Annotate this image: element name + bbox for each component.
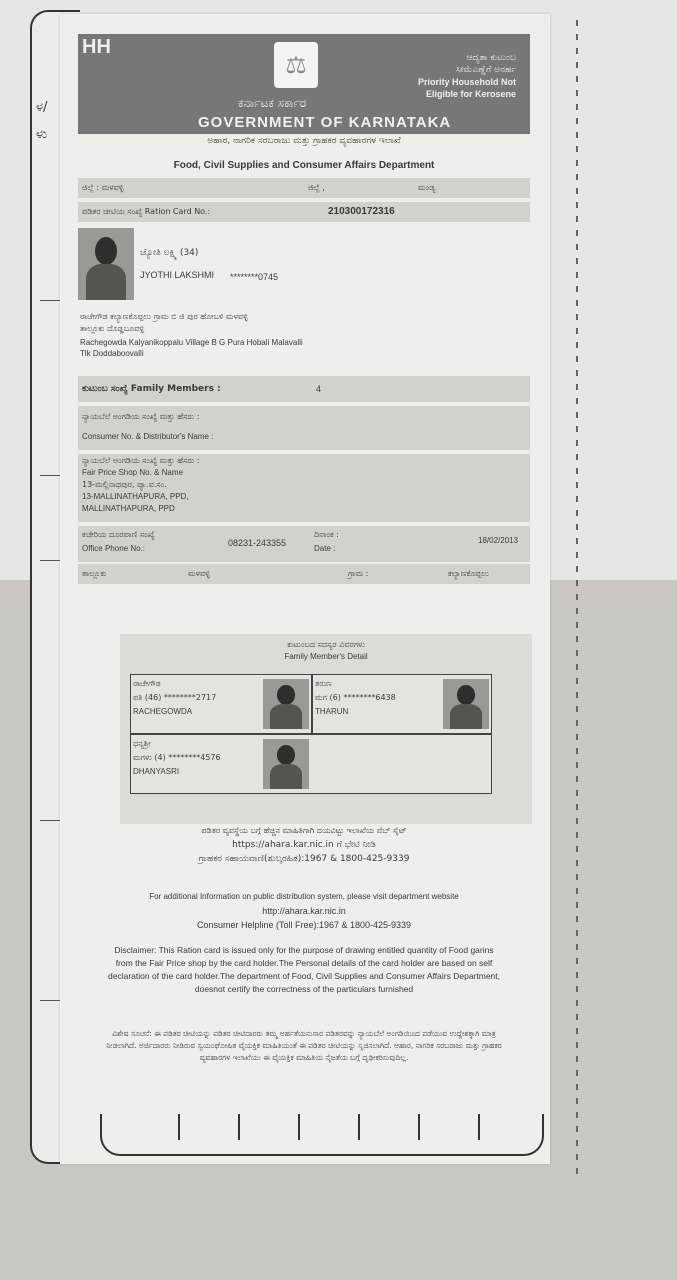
perforation-line: [576, 20, 578, 1180]
ration-card-number: 210300172316: [328, 206, 395, 217]
family-detail-panel: [120, 634, 532, 824]
info-kannada-2: https://ahara.kar.nic.in ಗೆ ಭೇಟಿ ನೀಡಿ: [232, 840, 376, 850]
family-member-card: [312, 674, 492, 734]
family-detail-title: Family Member's Detail: [284, 652, 368, 661]
info-english-2: http://ahara.kar.nic.in: [262, 906, 346, 916]
address-kannada-1: ರಾಚೇಗೌಡ ಕಲ್ಯಾಣಕೊಪ್ಪಲು ಗ್ರಾಮ ಬಿ ಜಿ ಪುರ ಹೋಬಳಿ ಮಳವಳ್ಳಿ: [80, 312, 248, 321]
phone-date-row: [78, 526, 530, 562]
taluk-label: ಜಿಲ್ಲೆ ,: [308, 183, 325, 192]
member-name: RACHEGOWDA: [133, 707, 193, 716]
member-name: DHANYASRI: [133, 767, 180, 776]
consumer-row: [78, 406, 530, 450]
member-info: ಪತಿ (46) ********2717: [133, 693, 217, 702]
taluk-value: ಮಳವಳ್ಳಿ: [188, 569, 210, 578]
consumer-label-kannada: ನ್ಯಾಯಬೆಲೆ ಅಂಗಡಿಯ ಸಂಖ್ಯೆ ಮತ್ತು ಹೆಸರು :: [82, 412, 200, 421]
district-label: ಜಿಲ್ಲೆ : ಮಳವಳ್ಳಿ: [82, 183, 124, 192]
member-name-kannada: ಧನ್ಯಶ್ರೀ: [133, 739, 151, 748]
shop-line-2: 13-MALLINATHAPURA, PPD,: [82, 492, 189, 501]
member-info: ಮಗಳು (4) ********4576: [133, 753, 221, 762]
member-name: THARUN: [315, 707, 349, 716]
shop-row: [78, 454, 530, 522]
head-name-kannada: ಜ್ಯೋತಿ ಲಕ್ಷ್ಮಿ (34): [140, 248, 199, 258]
family-member-card: [130, 674, 312, 734]
family-detail-title-kannada: ಕುಟುಂಬದ ಸದಸ್ಯರ ವಿವರಗಳು: [287, 640, 365, 649]
member-photo: [263, 679, 309, 729]
category-kannada-1: ಆದ್ಯತಾ ಕುಟುಂಬ: [466, 53, 516, 63]
phone-label-kannada: ಕಚೇರಿಯ ದೂರವಾಣಿ ಸಂಖ್ಯೆ: [82, 530, 155, 539]
government-title-kannada: ಕರ್ನಾಟಕ ಸರ್ಕಾರ: [238, 96, 307, 110]
head-photo: [78, 228, 134, 300]
date-label: Date :: [314, 544, 336, 553]
ration-card: [60, 14, 550, 1164]
category-english-1: Priority Household Not: [417, 77, 516, 87]
info-english-1: For additional Information on public distribution system, please visit department website: [149, 892, 459, 901]
member-photo: [263, 739, 309, 789]
address-2: Tlk Doddaboovalli: [80, 349, 144, 358]
village-value: ಕಲ್ಯಾಣಕೊಪ್ಪಲು: [448, 569, 489, 578]
village-label: ಗ್ರಾಮ :: [348, 569, 369, 578]
address-kannada-2: ತಾಲ್ಲೂಕು ದೊಡ್ಡಬೂವಳ್ಳಿ: [80, 324, 145, 333]
member-name-kannada: ತರುಣ: [315, 679, 332, 688]
info-kannada-1: ಪಡಿತರ ವ್ಯವಸ್ಥೆಯ ಬಗ್ಗೆ ಹೆಚ್ಚಿನ ಮಾಹಿತಿಗಾಗಿ ದಯವಿಟ್ಟು ಇಲಾಖೆಯ ವೆಬ್ ಸೈಟ್: [201, 826, 407, 835]
card-bottom-frame: [100, 1114, 544, 1156]
disclaimer: Disclaimer: This Ration card is issued only for the purpose of drawing entitled quantity of Food garins from the Fair Price shop by the card holder.The Personal details of the card holder are based on self declaration of the card holder.The department of Food, Civil Supplies and Consumer Affairs Department, doesnot certify the correctness of the particulars furnished: [108, 945, 501, 994]
address-1: Rachegowda Kalyanikoppalu Village B G Pura Hobali Malavalli: [80, 338, 303, 347]
category-kannada-2: ಸೀಮೆಎಣ್ಣೆಗೆ ಅನರ್ಹ: [456, 65, 516, 75]
date-label-kannada: ದಿನಾಂಕ :: [314, 530, 339, 539]
issue-date: 18/02/2013: [478, 536, 519, 545]
info-kannada-3: ಗ್ರಾಹಕರ ಸಹಾಯವಾಣಿ(ಶುಲ್ಕರಹಿತ):1967 & 1800-425-9339: [198, 854, 410, 864]
household-category: [366, 52, 516, 100]
government-title: GOVERNMENT OF KARNATAKA: [198, 114, 452, 131]
office-phone: 08231-243355: [228, 538, 287, 548]
head-name: JYOTHI LAKSHMI: [140, 270, 215, 280]
department-kannada: ಆಹಾರ, ನಾಗರಿಕ ಸರಬರಾಜು ಮತ್ತು ಗ್ರಾಹಕರ ವ್ಯವಹಾರಗಳ ಇಲಾಖೆ: [207, 136, 401, 146]
district-row: [78, 178, 530, 198]
booklet-fragment-2: ಳು: [36, 127, 48, 142]
ration-card-row: [78, 202, 530, 222]
family-members-count: 4: [316, 384, 322, 394]
family-member-card: [130, 734, 492, 794]
member-name-kannada: ರಾಚೇಗೌಡ: [133, 679, 161, 688]
karnataka-emblem-icon: ⚖: [274, 42, 318, 88]
phone-label: Office Phone No.:: [82, 544, 145, 553]
info-english-3: Consumer Helpline (Toll Free):1967 & 1800-425-9339: [196, 920, 412, 930]
family-members-row: [78, 376, 530, 402]
shop-label: Fair Price Shop No. & Name: [82, 468, 183, 477]
consumer-label: Consumer No. & Distributor's Name :: [82, 432, 214, 441]
card-type: HH: [82, 36, 111, 58]
ration-card-label: ಪಡಿತರ ಚೀಟಿಯ ಸಂಖ್ಯೆ Ration Card No.:: [82, 207, 211, 216]
district-value: ಮಂಡ್ಯ: [418, 183, 436, 192]
category-english-2: Eligible for Kerosene: [425, 89, 516, 99]
booklet-fragment-1: ಳ/: [36, 100, 48, 115]
family-members-label: ಕುಟುಂಬ ಸಂಖ್ಯೆ Family Members :: [82, 384, 221, 394]
member-info: ಮಗ (6) ********6438: [315, 693, 396, 702]
shop-line-3: MALLINATHAPURA, PPD: [82, 504, 175, 513]
taluk-label-kannada: ತಾಲ್ಲೂಕು: [82, 569, 107, 578]
taluk-village-row: [78, 564, 530, 584]
head-uid: ********0745: [230, 272, 279, 282]
shop-line-1: 13-ಮಲ್ಲಿನಾಥಪುರ, ಪ್ಯಾ.ವ.ಸಂ.: [82, 480, 167, 489]
disclaimer-kannada: ವಿಶೇಷ ಸೂಚನೆ: ಈ ಪಡಿತರ ಚೀಟಿಯನ್ನು ಪಡಿತರ ಚೀಟಿದಾರರು ತಮ್ಮ ಅರ್ಹತೆಯನುಸಾರ ಪಡಿತರವನ್ನು ನ್ಯಾಯಬೆಲೆ ಅಂಗಡಿಯಿಂದ ಪಡೆಯುವ ಉದ್ದೇಶಕ್ಕಾಗಿ ಮಾತ್ರ ನೀಡಲಾಗಿದೆ. ಅರ್ಜಿದಾರರು ನೀಡಿರುವ ಸ್ವಯಂಘೋಷಿತ ವೈಯಕ್ತಿಕ ಮಾಹಿತಿಯಂತೆ ಈ ಪಡಿತರ ಚೀಟಿಯನ್ನು ಸೃಜಿಸಲಾಗಿದೆ. ಆಹಾರ, ನಾಗರಿಕ ಸರಬರಾಜು ಮತ್ತು ಗ್ರಾಹಕರ ವ್ಯವಹಾರಗಳ ಇಲಾಖೆಯು ಈ ವೈಯಕ್ತಿಕ ಮಾಹಿತಿಯ ನೈಜತೆಯ ಬಗ್ಗೆ ದೃಢೀಕರಿಸುವುದಿಲ್ಲ.: [106, 1029, 502, 1062]
department-name: Food, Civil Supplies and Consumer Affairs Department: [173, 160, 435, 171]
shop-label-kannada: ನ್ಯಾಯಬೆಲೆ ಅಂಗಡಿಯ ಸಂಖ್ಯೆ ಮತ್ತು ಹೆಸರು :: [82, 456, 200, 465]
member-photo: [443, 679, 489, 729]
card-header: [78, 34, 530, 134]
